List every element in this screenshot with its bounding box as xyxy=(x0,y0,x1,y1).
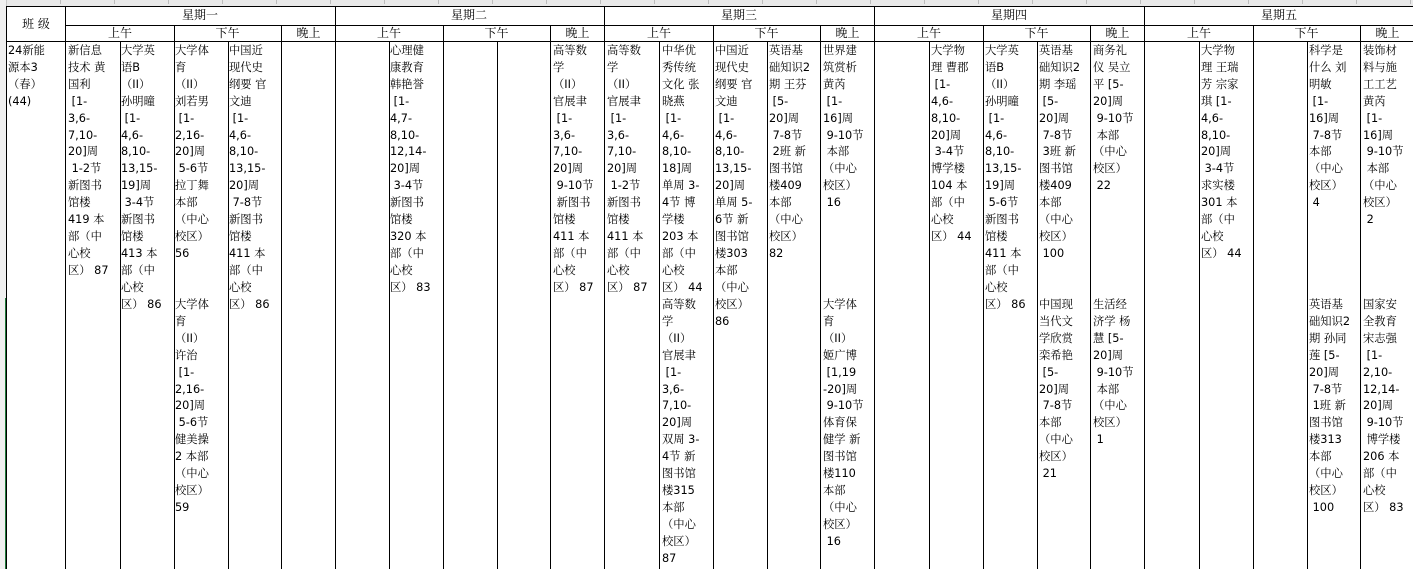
course-cell: 大学英 语B （II） 孙明曈 [1- 4,6- 8,10- 13,15- 19]周 3-4节 新图书 馆楼 413 本 部（中 心校 区） 86 xyxy=(121,44,162,311)
grid-vline xyxy=(659,41,660,569)
column-header-divider xyxy=(1194,0,1195,4)
grid-vline xyxy=(497,41,498,569)
grid-vline xyxy=(1144,6,1145,569)
column-header-divider xyxy=(114,0,115,4)
grid-vline xyxy=(1360,25,1361,569)
grid-vline xyxy=(1090,25,1091,569)
column-header-divider xyxy=(1140,0,1141,4)
course-cell: 高等数 学 （II） 官展聿 [1- 3,6- 7,10- 20]周 双周 3- 4节 新 图书馆 楼315 本部 （中心 校区） 87 xyxy=(662,298,700,565)
day-header-wed: 星期三 xyxy=(720,8,757,22)
day-header-fri: 星期五 xyxy=(1260,8,1297,22)
column-header-divider xyxy=(438,0,439,4)
column-header-divider xyxy=(1356,0,1357,4)
course-cell: 中华优 秀传统 文化 张 晓燕 [1- 4,6- 8,10- 18]周 单周 3- 4节 博 学楼 203 本 部（中 心校 区） 44 xyxy=(662,44,703,294)
course-cell: 大学英 语B （II） 孙明曈 [1- 4,6- 8,10- 13,15- 19]周 5-6节 新图书 馆楼 411 本 部（中 心校 区） 86 xyxy=(985,44,1026,311)
course-cell: 商务礼 仪 吴立 平 [5- 20]周 9-10节 本部 （中心 校区） 22 xyxy=(1093,44,1134,193)
course-cell: 高等数 学 （II） 官展聿 [1- 3,6- 7,10- 20]周 9-10节 新图书 馆楼 411 本 部（中 心校 区） 87 xyxy=(553,44,594,294)
column-header-divider xyxy=(600,0,601,4)
grid-vline xyxy=(335,6,336,569)
grid-vline xyxy=(767,41,768,569)
column-header-divider xyxy=(654,0,655,4)
column-header-divider xyxy=(276,0,277,4)
grid-vline xyxy=(820,25,821,569)
course-cell: 大学物 理 曹郡 [1- 4,6- 8,10- 20]周 3-4节 博学楼 104 本 部（中 心校 区） 44 xyxy=(931,44,972,243)
column-header-divider xyxy=(762,0,763,4)
course-cell: 英语基 础知识2 期 李瑶 [5- 20]周 7-8节 3班 新 图书馆 楼409 本部 （中心 校区） 100 xyxy=(1039,44,1081,260)
column-header-divider xyxy=(60,0,61,4)
column-header-divider xyxy=(978,0,979,4)
grid-vline xyxy=(1253,41,1254,569)
period-header: 上午 xyxy=(107,26,132,40)
column-header-divider xyxy=(330,0,331,4)
course-cell: 英语基 础知识2 期 孙同 莲 [5- 20]周 7-8节 1班 新 图书馆 楼313 本部 （中心 校区） 100 xyxy=(1309,298,1351,514)
period-header: 晚上 xyxy=(1375,26,1400,40)
day-header-mon: 星期一 xyxy=(181,8,218,22)
column-header-divider xyxy=(708,0,709,4)
grid-vline xyxy=(550,25,551,569)
course-cell: 科学是 什么 刘 明敏 [1- 16]周 7-8节 本部 （中心 校区） 4 xyxy=(1309,44,1347,210)
course-cell: 新信息 技术 黄 国利 [1- 3,6- 7,10- 20]周 1-2节 新图书 馆楼 419 本 部（中 心校 区） 87 xyxy=(68,44,109,277)
grid-vline xyxy=(604,6,605,569)
column-header-divider xyxy=(546,0,547,4)
course-cell: 世界建 筑赏析 黄芮 [1- 16]周 9-10节 本部 （中心 校区） 16 xyxy=(823,44,864,210)
column-header-divider xyxy=(870,0,871,4)
course-cell: 大学物 理 王瑞 芳 宗家 琪 [1- 4,6- 8,10- 20]周 3-4节 求实楼 301 本 部（中 心校 区） 44 xyxy=(1201,44,1242,260)
column-header-divider xyxy=(168,0,169,4)
course-cell: 高等数 学 （II） 官展聿 [1- 3,6- 7,10- 20]周 1-2节 新图书 馆楼 411 本 部（中 心校 区） 87 xyxy=(607,44,648,294)
course-cell: 大学体 育 （II） 许治 [1- 2,16- 20]周 5-6节 健美操 2 本部 （中心 校区） 59 xyxy=(175,298,209,514)
grid-vline xyxy=(443,41,444,569)
period-header: 下午 xyxy=(1294,26,1319,40)
period-header: 晚上 xyxy=(835,26,860,40)
period-header: 上午 xyxy=(646,26,671,40)
column-header-divider xyxy=(1032,0,1033,4)
class-name-cell: 24新能 源本3 （春） (44) xyxy=(8,44,45,108)
period-header: 晚上 xyxy=(1105,26,1130,40)
course-cell: 中国现 当代文 学欣赏 栾希艳 [5- 20]周 7-8节 本部 （中心 校区） 21 xyxy=(1039,298,1073,481)
column-header-divider xyxy=(924,0,925,4)
grid-vline xyxy=(1037,41,1038,569)
period-header: 晚上 xyxy=(296,26,321,40)
period-header: 晚上 xyxy=(565,26,590,40)
grid-vline xyxy=(874,6,875,569)
period-header: 下午 xyxy=(484,26,509,40)
grid-vline xyxy=(6,6,7,569)
grid-vline xyxy=(983,41,984,569)
column-header-divider xyxy=(384,0,385,4)
course-cell: 大学体 育 （II） 姬广博 [1,19 -20]周 9-10节 体育保 健学 新 图书馆 楼110 本部 （中心 校区） 16 xyxy=(823,298,864,548)
column-header-divider xyxy=(1086,0,1087,4)
course-cell: 大学体 育 （II） 刘若男 [1- 2,16- 20]周 5-6节 拉丁舞 本部 （中心 校区） 56 xyxy=(175,44,209,260)
course-cell: 装饰材 料与施 工工艺 黄芮 [1- 16]周 9-10节 本部 （中心 校区） 2 xyxy=(1363,44,1404,227)
grid-vline xyxy=(65,6,66,569)
column-header-divider xyxy=(1410,0,1411,4)
period-header: 下午 xyxy=(215,26,240,40)
course-cell: 国家安 全教育 宋志强 [1- 2,10- 12,14- 20]周 9-10节 博学楼 206 本 部（中 心校 区） 83 xyxy=(1363,298,1404,514)
course-cell: 心理健 康教育 韩艳誉 [1- 4,7- 8,10- 12,14- 20]周 3-4节 新图书 馆楼 320 本 部（中 心校 区） 83 xyxy=(390,44,431,294)
grid-vline xyxy=(713,41,714,569)
grid-hline xyxy=(6,6,1413,7)
class-column-header: 班 级 xyxy=(22,17,50,31)
period-header: 上午 xyxy=(376,26,401,40)
period-header: 上午 xyxy=(916,26,941,40)
course-cell: 英语基 础知识2 期 王芬 [5- 20]周 7-8节 2班 新 图书馆 楼409 本部 （中心 校区） 82 xyxy=(769,44,811,260)
column-header-divider xyxy=(1248,0,1249,4)
column-header-divider xyxy=(222,0,223,4)
course-cell: 中国近 现代史 纲要 官 文迪 [1- 4,6- 8,10- 13,15- 20]周 单周 5- 6节 新 图书馆 楼303 本部 （中心 校区） 86 xyxy=(715,44,753,328)
day-header-tue: 星期二 xyxy=(450,8,487,22)
period-header: 下午 xyxy=(1024,26,1049,40)
grid-vline xyxy=(929,41,930,569)
column-header-divider xyxy=(816,0,817,4)
grid-vline xyxy=(281,25,282,569)
column-header-divider xyxy=(1302,0,1303,4)
course-cell: 生活经 济学 杨 慧 [5- 20]周 9-10节 本部 （中心 校区） 1 xyxy=(1093,298,1134,447)
grid-vline xyxy=(1199,41,1200,569)
course-cell: 中国近 现代史 纲要 官 文迪 [1- 4,6- 8,10- 13,15- 20]周 7-8节 新图书 馆楼 411 本 部（中 心校 区） 86 xyxy=(229,44,270,311)
grid-hline xyxy=(6,41,1413,42)
day-header-thu: 星期四 xyxy=(990,8,1027,22)
period-header: 下午 xyxy=(754,26,779,40)
grid-vline xyxy=(1307,41,1308,569)
column-header-divider xyxy=(492,0,493,4)
period-header: 上午 xyxy=(1186,26,1211,40)
